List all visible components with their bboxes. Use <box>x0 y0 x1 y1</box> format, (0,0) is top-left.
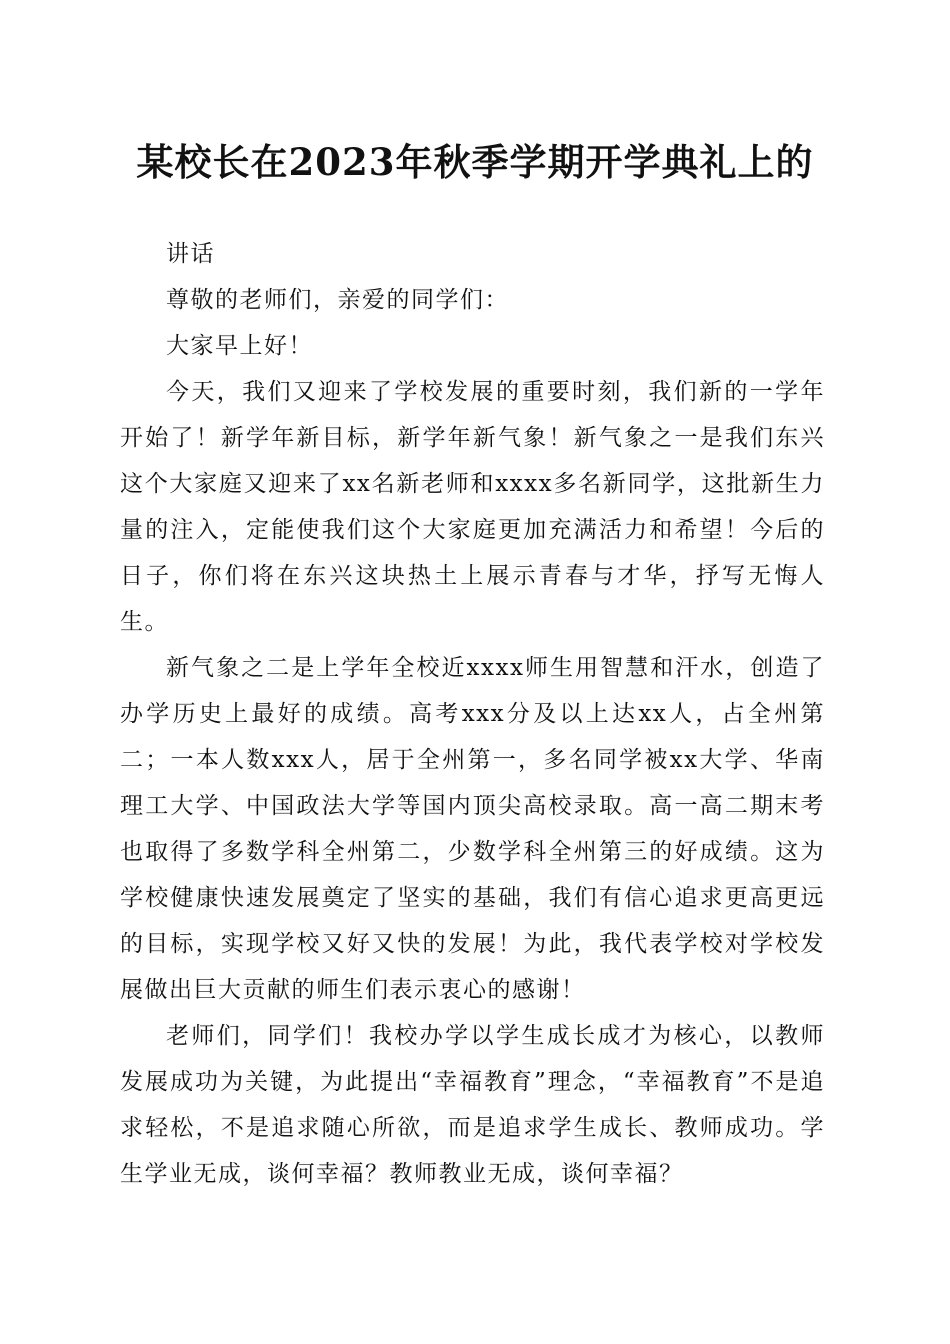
paragraph-new-year: 今天，我们又迎来了学校发展的重要时刻，我们新的一学年开始了！新学年新目标，新学年新气象！新气象之一是我们东兴这个大家庭又迎来了xx名新老师和xxxx多名新同学，这批新生力量的注入，定能使我们这个大家庭更加充满活力和希望！今后的日子，你们将在东兴这块热土上展示青春与才华，抒写无悔人生。 <box>120 379 825 635</box>
document-title: 某校长在2023年秋季学期开学典礼上的 <box>136 140 814 184</box>
paragraph-salutation: 尊敬的老师们，亲爱的同学们： <box>166 287 509 313</box>
paragraph-achievements: 新气象之二是上学年全校近xxxx师生用智慧和汗水，创造了办学历史上最好的成绩。高考xxx分及以上达xx人，占全州第二；一本人数xxx人，居于全州第一，多名同学被xx大学、华南理工大学、中国政法大学等国内顶尖高校录取。高一高二期末考也取得了多数学科全州第二，少数学科全州第三的好成绩。这为学校健康快速发展奠定了坚实的基础，我们有信心追求更高更远的目标，实现学校又好又快的发展！为此，我代表学校对学校发展做出巨大贡献的师生们表示衷心的感谢！ <box>120 655 825 1003</box>
document-body <box>120 231 825 1197</box>
paragraph-happy-education: 老师们，同学们！我校办学以学生成长成才为核心，以教师发展成功为关键，为此提出“幸福教育”理念，“幸福教育”不是追求轻松，不是追求随心所欲，而是追求学生成长、教师成功。学生学业无成，谈何幸福？教师教业无成，谈何幸福？ <box>120 1023 825 1187</box>
paragraph-greeting: 大家早上好！ <box>166 333 313 359</box>
paragraph-continued-title: 讲话 <box>166 241 215 267</box>
